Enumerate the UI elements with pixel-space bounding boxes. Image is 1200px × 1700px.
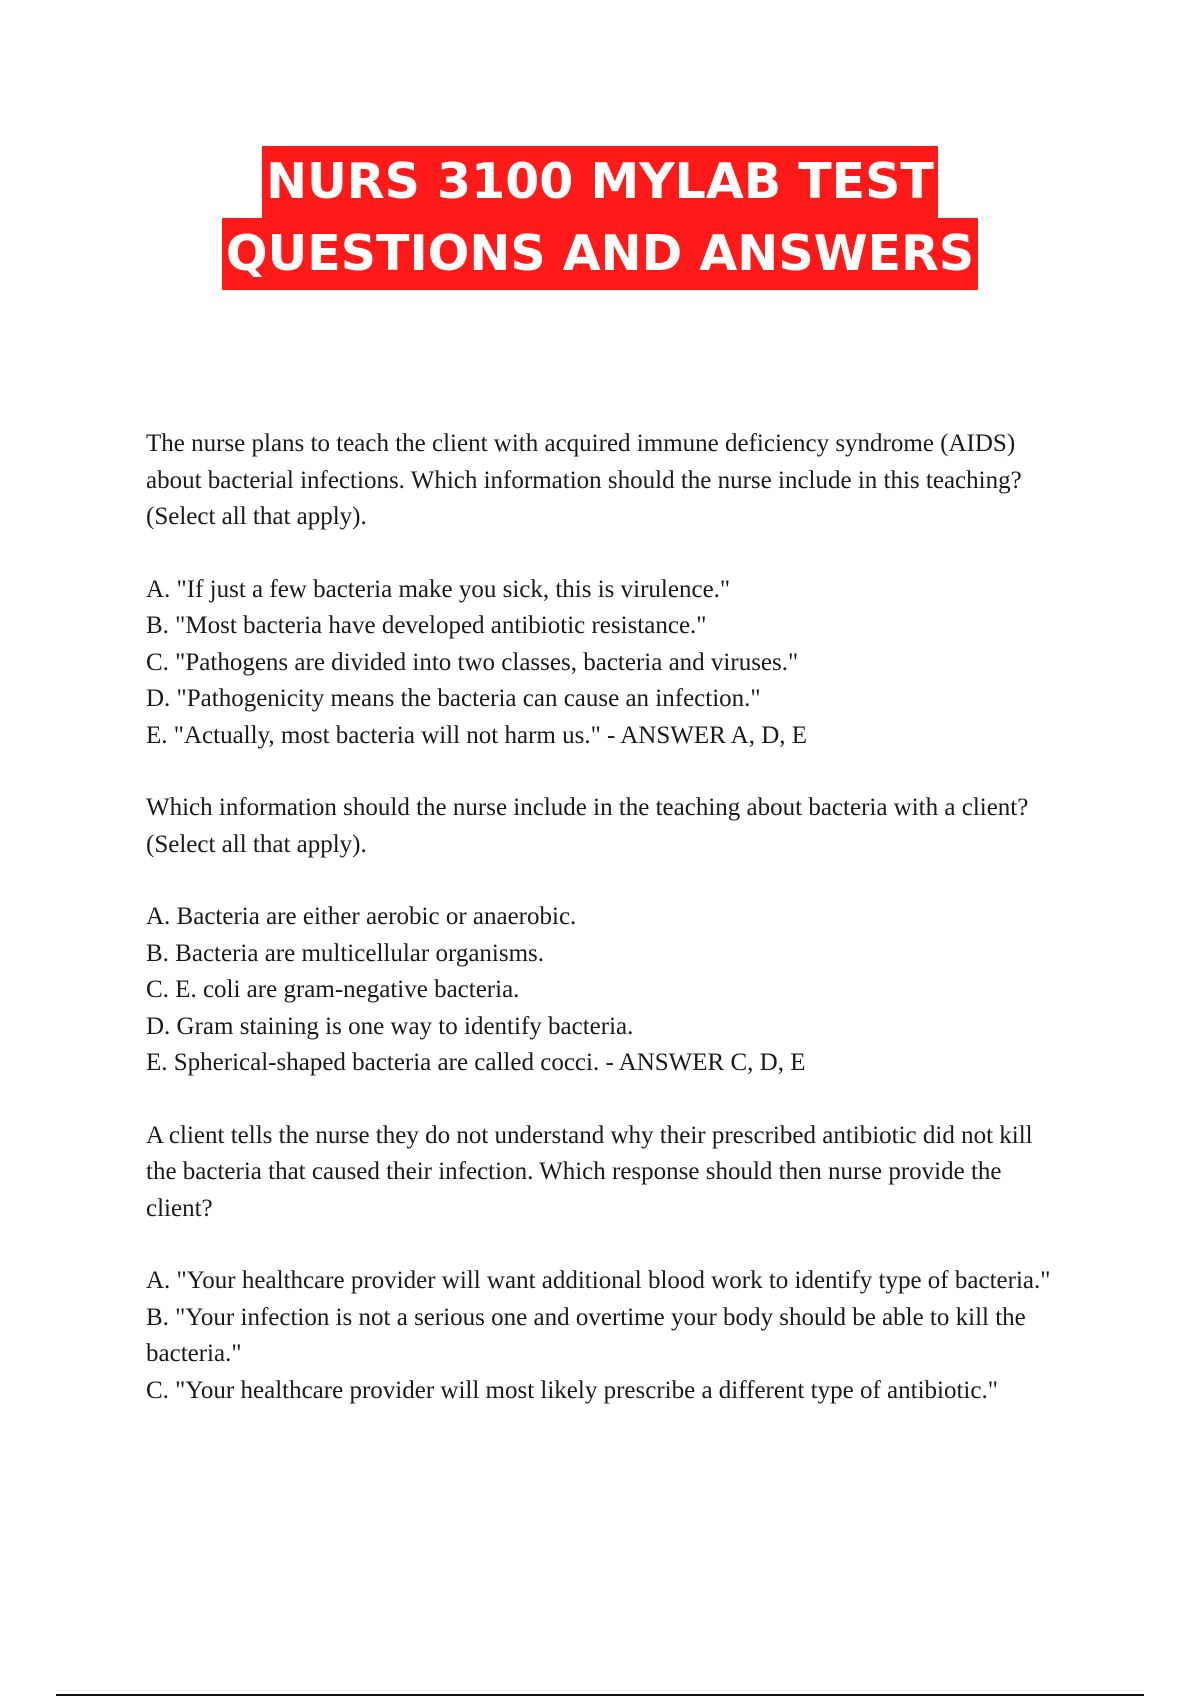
question-list (146, 426, 1066, 1445)
option-a: A. Bacteria are either aerobic or anaerobic. (146, 903, 577, 930)
option-b: B. "Most bacteria have developed antibiotic resistance." (146, 612, 707, 639)
question-3 (146, 1118, 1066, 1410)
question-stem: A client tells the nurse they do not understand why their prescribed antibiotic did not kill the bacteria that caused their infection. Which response should then nurse provide the client? (146, 1121, 1033, 1222)
question-2 (146, 790, 1066, 1082)
option-b: B. "Your infection is not a serious one and overtime your body should be able to kill the bacteria." (146, 1303, 1026, 1367)
question-1 (146, 426, 1066, 754)
option-d: D. Gram staining is one way to identify bacteria. (146, 1012, 634, 1040)
option-a: A. "Your healthcare provider will want additional blood work to identify type of bacteria." (146, 1267, 1051, 1294)
option-d: D. "Pathogenicity means the bacteria can cause an infection." (146, 685, 761, 712)
question-stem: The nurse plans to teach the client with acquired immune deficiency syndrome (AIDS) about bacterial infections. Which information should the nurse include in this teaching? (Select all that apply). (146, 430, 1022, 530)
option-c: C. E. coli are gram-negative bacteria. (146, 976, 520, 1003)
option-c: C. "Pathogens are divided into two classes, bacteria and viruses." (146, 648, 799, 676)
option-c: C. "Your healthcare provider will most likely prescribe a different type of antibiotic." (146, 1376, 998, 1404)
option-a: A. "If just a few bacteria make you sick, this is virulence." (146, 575, 731, 603)
option-e-with-answer: E. "Actually, most bacteria will not harm us." - ANSWER A, D, E (146, 721, 808, 749)
document-title (0, 146, 1200, 290)
option-e-with-answer: E. Spherical-shaped bacteria are called cocci. - ANSWER C, D, E (146, 1049, 806, 1076)
title-line-2: QUESTIONS AND ANSWERS (222, 218, 978, 290)
option-b: B. Bacteria are multicellular organisms. (146, 939, 545, 967)
title-line-1: NURS 3100 MYLAB TEST (262, 146, 938, 218)
question-stem: Which information should the nurse include in the teaching about bacteria with a client? (Select all that apply). (146, 794, 1029, 858)
footer-divider (56, 1694, 1144, 1696)
